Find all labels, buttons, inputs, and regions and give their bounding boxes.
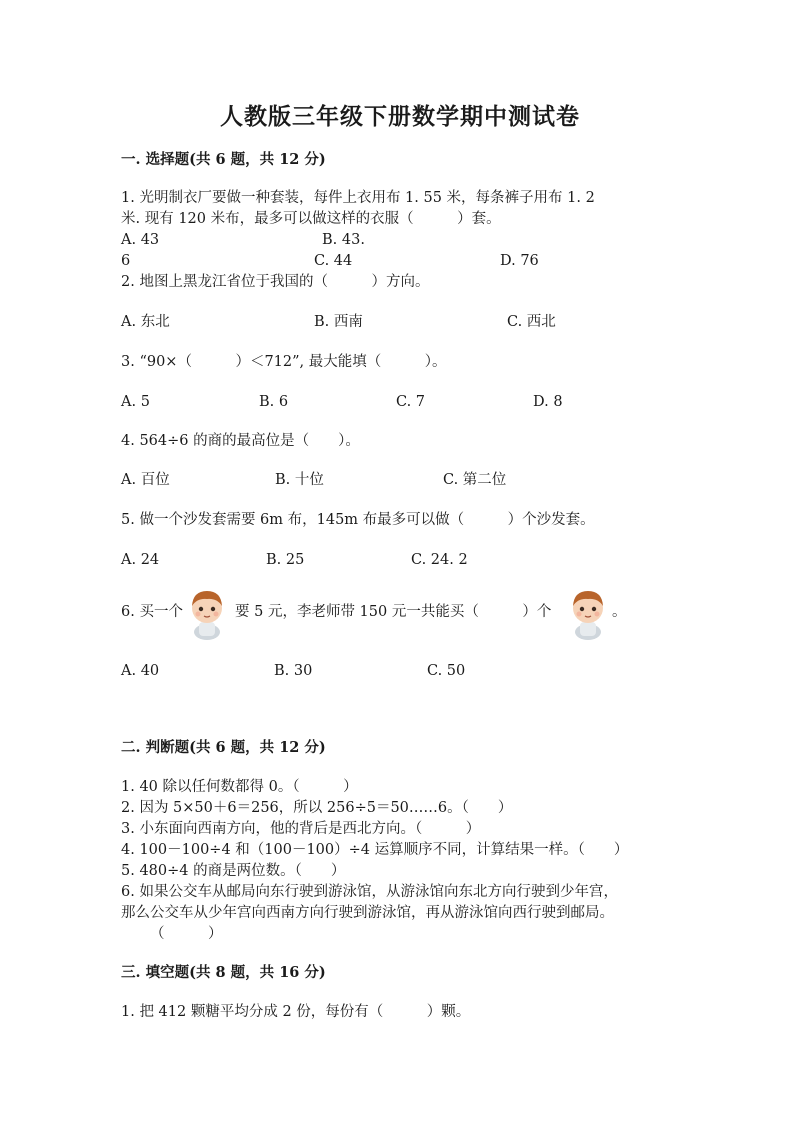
q1-option-c: C. 44 [314,253,353,269]
q6-option-b: B. 30 [274,663,313,679]
section-heading-judgement: 二. 判断题(共 6 题，共 12 分) [121,739,326,756]
q6-stem-part3: 。 [612,604,627,620]
q4-option-c: C. 第二位 [443,472,507,488]
q6-stem-part1: 6. 买一个 [121,604,183,620]
q1-option-b-continued: 6 [121,253,131,269]
judge-q1: 1. 40 除以任何数都得 0。（ ） [121,779,358,795]
q4-option-a: A. 百位 [121,472,170,488]
q3-option-b: B. 6 [259,394,289,410]
q3-option-a: A. 5 [121,394,150,410]
fill-q1: 1. 把 412 颗糖平均分成 2 份，每份有（ ）颗。 [121,1004,471,1020]
q2-option-c: C. 西北 [507,314,556,330]
q5-option-a: A. 24 [121,552,160,568]
q3-option-c: C. 7 [396,394,426,410]
q4-stem: 4. 564÷6 的商的最高位是（ ）。 [121,433,360,449]
judge-q5: 5. 480÷4 的商是两位数。（ ） [121,863,346,879]
q2-option-b: B. 西南 [314,314,363,330]
judge-q2: 2. 因为 5×50＋6＝256，所以 256÷5＝50……6。（ ） [121,800,513,816]
q5-option-c: C. 24. 2 [411,552,468,568]
q2-option-a: A. 东北 [121,314,170,330]
q6-option-a: A. 40 [121,663,160,679]
q1-stem-line2: 米. 现有 120 米布，最多可以做这样的衣服（ ）套。 [121,211,501,227]
q3-stem: 3. “90×（ ）＜712”, 最大能填（ ）。 [121,354,447,370]
section-heading-choice: 一. 选择题(共 6 题，共 12 分) [121,151,326,168]
boy-figure-icon [566,586,610,640]
judge-q6-line1: 6. 如果公交车从邮局向东行驶到游泳馆，从游泳馆向东北方向行驶到少年宫， [121,884,618,900]
page-title: 人教版三年级下册数学期中测试卷 [220,103,580,130]
judge-q6-line3: （ ） [150,926,223,942]
q2-stem: 2. 地图上黑龙江省位于我国的（ ）方向。 [121,274,430,290]
q1-option-a: A. 43 [121,232,160,248]
q5-option-b: B. 25 [266,552,305,568]
boy-figure-icon [185,586,229,640]
q1-stem-line1: 1. 光明制衣厂要做一种套装，每件上衣用布 1. 55 米，每条裤子用布 1. 2 [121,190,595,206]
judge-q6-line2: 那么公交车从少年宫向西南方向行驶到游泳馆，再从游泳馆向西行驶到邮局。 [121,905,614,921]
section-heading-fill-blank: 三. 填空题(共 8 题，共 16 分) [121,964,326,981]
judge-q4: 4. 100－100÷4 和（100－100）÷4 运算顺序不同，计算结果一样。（ ） [121,842,629,858]
q6-option-c: C. 50 [427,663,466,679]
q3-option-d: D. 8 [533,394,563,410]
q6-stem-part2: 要 5 元，李老师带 150 元一共能买（ ）个 [235,604,552,620]
judge-q3: 3. 小东面向西南方向，他的背后是西北方向。（ ） [121,821,481,837]
q5-stem: 5. 做一个沙发套需要 6m 布，145m 布最多可以做（ ）个沙发套。 [121,512,595,528]
q1-option-d: D. 76 [500,253,539,269]
q1-option-b: B. 43. [322,232,365,248]
q4-option-b: B. 十位 [275,472,324,488]
